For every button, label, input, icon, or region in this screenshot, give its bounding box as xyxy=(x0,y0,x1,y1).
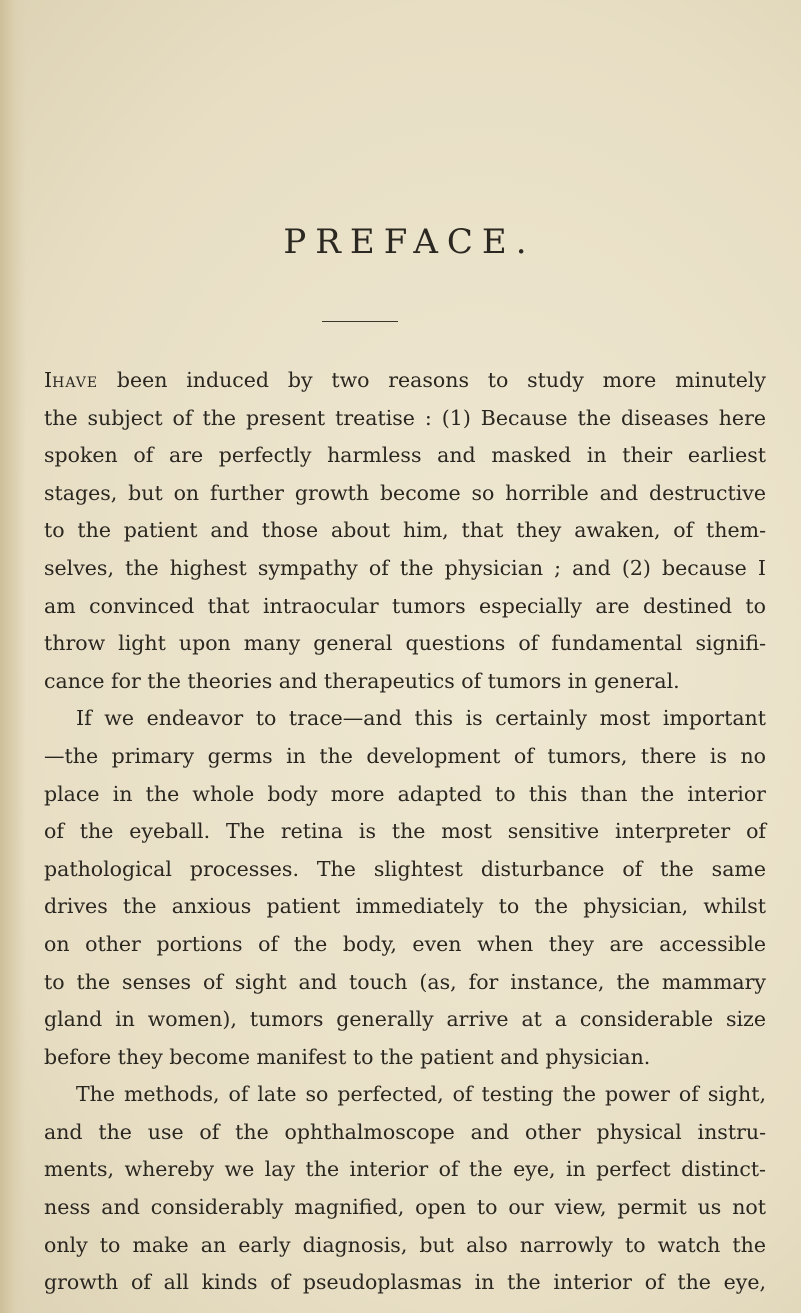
text-line: before they become manifest to the patient and physician. xyxy=(44,1044,651,1069)
text-line: gland in women), tumors generally arrive at a considerable size xyxy=(44,1007,766,1032)
text-line: of the eyeball. The retina is the most sensitive interpreter of xyxy=(44,819,766,844)
title-divider xyxy=(322,321,398,322)
text-line: am convinced that intraocular tumors especially are destined to xyxy=(44,593,766,618)
text-line: only to make an early diagnosis, but also narrowly to watch the xyxy=(44,1232,766,1257)
text-line: ments, whereby we lay the interior of the eye, in perfect distinct- xyxy=(44,1157,766,1182)
text-line: drives the anxious patient immediately to the physician, whilst xyxy=(44,894,766,919)
text-line: place in the whole body more adapted to this than the interior xyxy=(44,781,766,806)
text-line: to the senses of sight and touch (as, for instance, the mammary xyxy=(44,969,766,994)
text-line: the subject of the present treatise : (1) Because the diseases here xyxy=(44,405,766,430)
text-line: pathological processes. The slightest disturbance of the same xyxy=(44,856,766,881)
small-caps-word: HAVE xyxy=(52,375,99,391)
text-line: growth of all kinds of pseudoplasmas in the interior of the eye, xyxy=(44,1270,766,1295)
page-gutter-shadow xyxy=(0,0,26,1313)
text-line: throw light upon many general questions of fundamental signifi- xyxy=(44,631,766,656)
text-line: stages, but on further growth become so horrible and destructive xyxy=(44,480,766,505)
text-line: and the use of the ophthalmoscope and other physical instru- xyxy=(44,1119,766,1144)
text-line: spoken of are perfectly harmless and masked in their earliest xyxy=(44,443,766,468)
text-line: The methods, of late so perfected, of testing the power of sight, xyxy=(76,1082,766,1107)
line-text: been induced by two reasons to study more minutely xyxy=(98,368,766,392)
text-line xyxy=(44,362,766,400)
text-line: —the primary germs in the development of tumors, there is no xyxy=(44,743,766,768)
text-line: selves, the highest sympathy of the physician ; and (2) because I xyxy=(44,555,766,580)
text-line: ness and considerably magnified, open to our view, permit us not xyxy=(44,1195,766,1220)
text-line: cance for the theories and therapeutics of tumors in general. xyxy=(44,668,680,693)
text-line: If we endeavor to trace—and this is certainly most important xyxy=(76,706,766,731)
page-title: PREFACE. xyxy=(283,222,536,262)
drop-initial: I xyxy=(44,368,53,392)
text-line: on other portions of the body, even when they are accessible xyxy=(44,931,766,956)
preface-body xyxy=(44,362,766,1302)
text-line: to the patient and those about him, that they awaken, of them- xyxy=(44,518,766,543)
